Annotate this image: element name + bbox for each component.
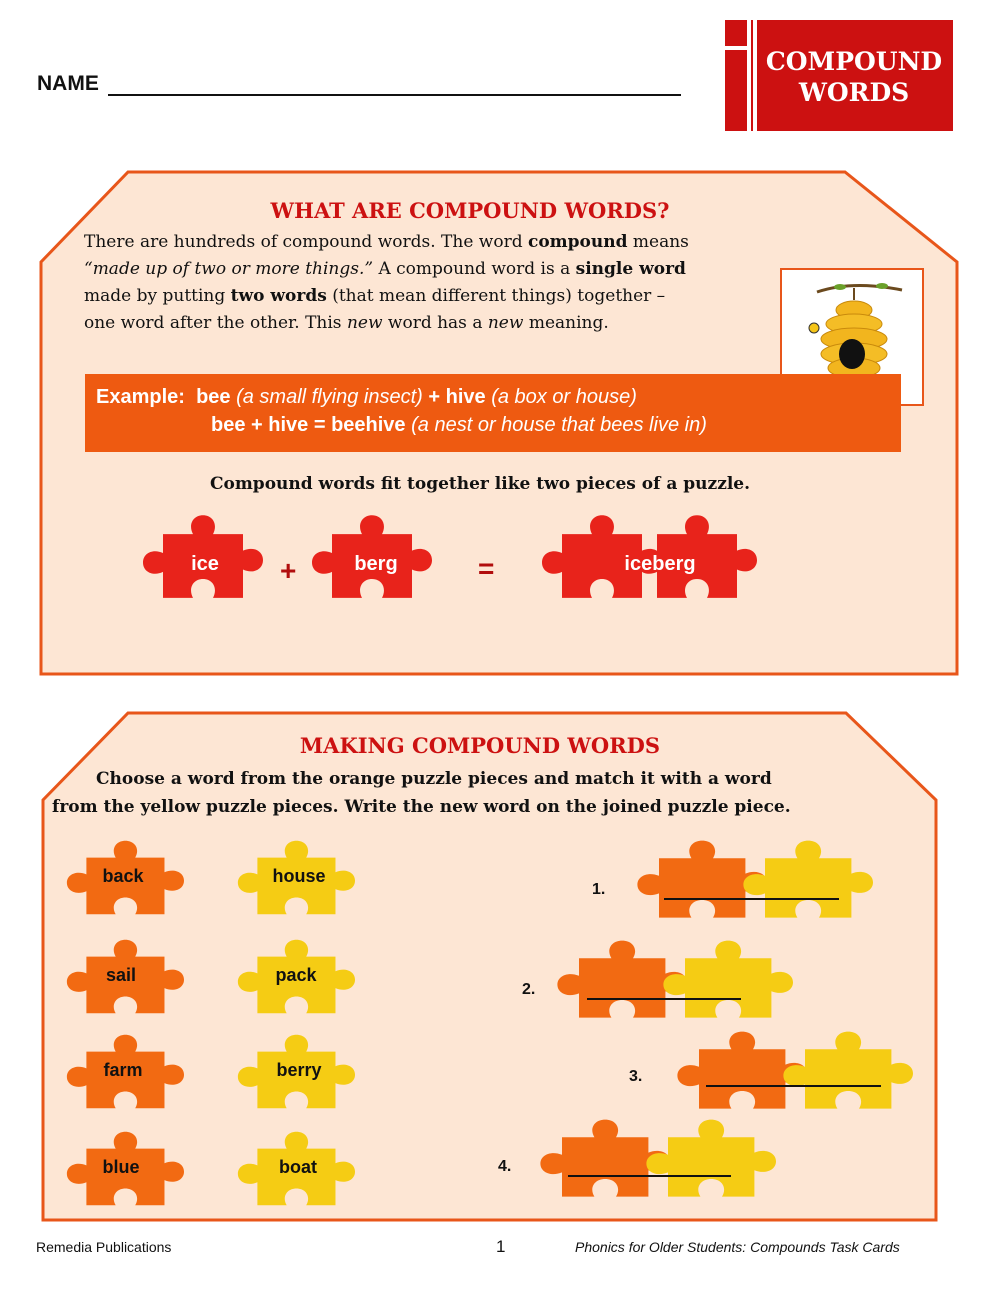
puzzle-caption: Compound words fit together like two pieces of a puzzle.	[209, 474, 751, 494]
demo-word-iceberg: iceberg	[624, 553, 696, 575]
what-heading: WHAT ARE COMPOUND WORDS?	[270, 198, 670, 223]
answer-number: 1.	[592, 881, 606, 898]
orange-word[interactable]: sail	[105, 965, 137, 985]
yellow-word[interactable]: berry	[276, 1060, 322, 1080]
example-label: Example:	[96, 386, 185, 408]
demo-plus: +	[280, 555, 297, 586]
orange-word[interactable]: back	[102, 866, 144, 886]
answer-number: 3.	[629, 1068, 643, 1085]
answer-line[interactable]	[587, 998, 741, 1000]
making-instructions: Choose a word from the orange puzzle pieces and match it with a word from the yellow puzzle pieces. Write the new word on the joined puzzle piece.	[52, 769, 791, 817]
demo-equals: =	[478, 553, 495, 584]
example-equation: bee + hive = beehive	[211, 414, 406, 436]
yellow-word[interactable]: pack	[275, 965, 317, 985]
yellow-word[interactable]: house	[272, 866, 326, 886]
orange-word[interactable]: blue	[102, 1157, 140, 1177]
title-line-1: COMPOUND	[765, 47, 943, 76]
footer-series: Phonics for Older Students: Compounds Task Cards	[575, 1239, 900, 1255]
title-line-2: WORDS	[798, 78, 910, 107]
name-label: NAME	[37, 72, 99, 95]
footer-page-number: 1	[496, 1237, 506, 1256]
answer-number: 2.	[522, 981, 536, 998]
answer-line[interactable]	[568, 1175, 731, 1177]
footer-publisher: Remedia Publications	[36, 1239, 172, 1255]
orange-word[interactable]: farm	[103, 1060, 143, 1080]
making-heading: MAKING COMPOUND WORDS	[299, 733, 661, 758]
answer-number: 4.	[498, 1158, 512, 1175]
answer-line[interactable]	[706, 1085, 881, 1087]
demo-word-berg: berg	[354, 553, 398, 575]
demo-word-ice: ice	[191, 553, 219, 575]
what-body: There are hundreds of compound words. The word compound means “made up of two or more things.” A compound word is a single word made by putting two words (that mean different things) together – one word after the other. This new word has a new meaning.	[84, 232, 689, 333]
yellow-word[interactable]: boat	[279, 1157, 317, 1177]
example-band: Example: bee (a small flying insect) + hive (a box or house) bee + hive = beehive (a nest or house that bees live in)	[85, 374, 901, 452]
answer-line[interactable]	[664, 898, 839, 900]
